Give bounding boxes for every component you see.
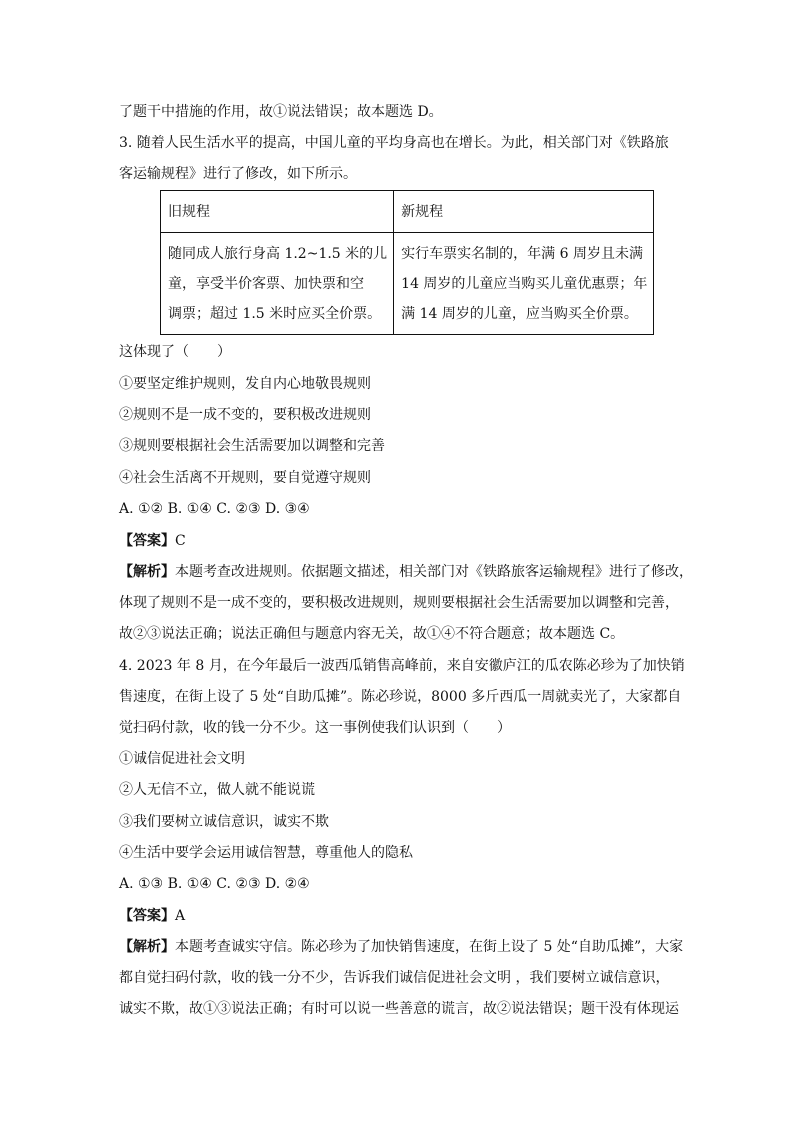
- analysis-text: 本题考查诚实守信。陈必珍为了加快销售速度，在街上设了 5 处“自助瓜摊”，大家: [175, 939, 684, 955]
- cell-text-line: 童，享受半价客票、加快票和空: [168, 276, 364, 292]
- header-old-rules: 旧规程: [161, 191, 394, 233]
- q3-analysis-line-1: [119, 562, 693, 582]
- q4-choices: A. ①③ B. ①④ C. ②③ D. ②④: [119, 876, 310, 892]
- q4-analysis-line-2: 都自觉扫码付款，收的钱一分不少，告诉我们诚信促进社会文明 ，我们要树立诚信意识，: [119, 970, 670, 986]
- q4-analysis-line-3: 诚实不欺，故①③说法正确；有时可以说一些善意的谎言，故②说法错误；题干没有体现运: [119, 1001, 679, 1017]
- q3-option-1: ①要坚定维护规则，发自内心地敬畏规则: [119, 376, 371, 392]
- q3-choices: A. ①② B. ①④ C. ②③ D. ③④: [119, 501, 310, 517]
- q3-answer: [119, 531, 679, 551]
- cell-new-rules: [394, 233, 654, 335]
- prev-analysis-tail: 了题干中措施的作用，故①说法错误；故本题选 D。: [119, 104, 443, 120]
- answer-value: A: [175, 908, 186, 924]
- cell-text-line: 实行车票实名制的，年满 6 周岁且未满: [401, 246, 643, 262]
- table-row: [161, 233, 654, 335]
- q3-option-2: ②规则不是一成不变的，要积极改进规则: [119, 407, 371, 423]
- cell-text-line: 随同成人旅行身高 1.2~1.5 米的儿: [168, 246, 388, 262]
- analysis-text: 本题考查改进规则。依据题文描述，相关部门对《铁路旅客运输规程》进行了修改，: [175, 564, 693, 580]
- q4-stem-line-2: 售速度，在街上设了 5 处“自助瓜摊”。陈必珍说，8000 多斤西瓜一周就卖光了，大家都自: [119, 689, 682, 705]
- answer-value: C: [175, 533, 186, 549]
- q4-option-2: ②人无信不立，做人就不能说谎: [119, 782, 315, 798]
- q3-stem-line-2: 客运输规程》进行了修改，如下所示。: [119, 166, 357, 182]
- q4-stem-line-1: 4. 2023 年 8 月，在今年最后一波西瓜销售高峰前，来自安徽庐江的瓜农陈必珍为了加快销: [119, 658, 685, 674]
- cell-text-line: 满 14 周岁的儿童，应当购买全价票。: [401, 306, 638, 322]
- q4-option-1: ①诚信促进社会文明: [119, 751, 245, 767]
- cell-text-line: 14 周岁的儿童应当购买儿童优惠票；年: [401, 276, 648, 292]
- q4-analysis-line-1: [119, 937, 684, 957]
- cell-old-rules: [161, 233, 394, 335]
- table-header-row: [161, 191, 654, 233]
- q3-option-4: ④社会生活离不开规则，要自觉遵守规则: [119, 470, 371, 486]
- rules-comparison-table: [160, 190, 654, 335]
- cell-text-line: 调票；超过 1.5 米时应买全价票。: [168, 306, 382, 322]
- answer-label: 【答案】: [119, 908, 175, 924]
- q4-answer: [119, 906, 679, 926]
- q4-option-3: ③我们要树立诚信意识，诚实不欺: [119, 814, 329, 830]
- analysis-label: 【解析】: [119, 564, 175, 580]
- q4-stem-line-3: 觉扫码付款，收的钱一分不少。这一事例使我们认识到（ ）: [119, 720, 511, 736]
- header-new-rules: 新规程: [394, 191, 654, 233]
- q3-analysis-line-2: 体现了规则不是一成不变的，要积极改进规则，规则要根据社会生活需要加以调整和完善，: [119, 595, 679, 611]
- q3-analysis-line-3: 故②③说法正确；说法正确但与题意内容无关，故①④不符合题意；故本题选 C。: [119, 626, 625, 642]
- analysis-label: 【解析】: [119, 939, 175, 955]
- q3-stem-line-1: 3. 随着人民生活水平的提高，中国儿童的平均身高也在增长。为此，相关部门对《铁路旅: [119, 135, 669, 151]
- q3-question: 这体现了（ ）: [119, 344, 231, 360]
- q3-option-3: ③规则要根据社会生活需要加以调整和完善: [119, 438, 385, 454]
- answer-label: 【答案】: [119, 533, 175, 549]
- q4-option-4: ④生活中要学会运用诚信智慧，尊重他人的隐私: [119, 845, 413, 861]
